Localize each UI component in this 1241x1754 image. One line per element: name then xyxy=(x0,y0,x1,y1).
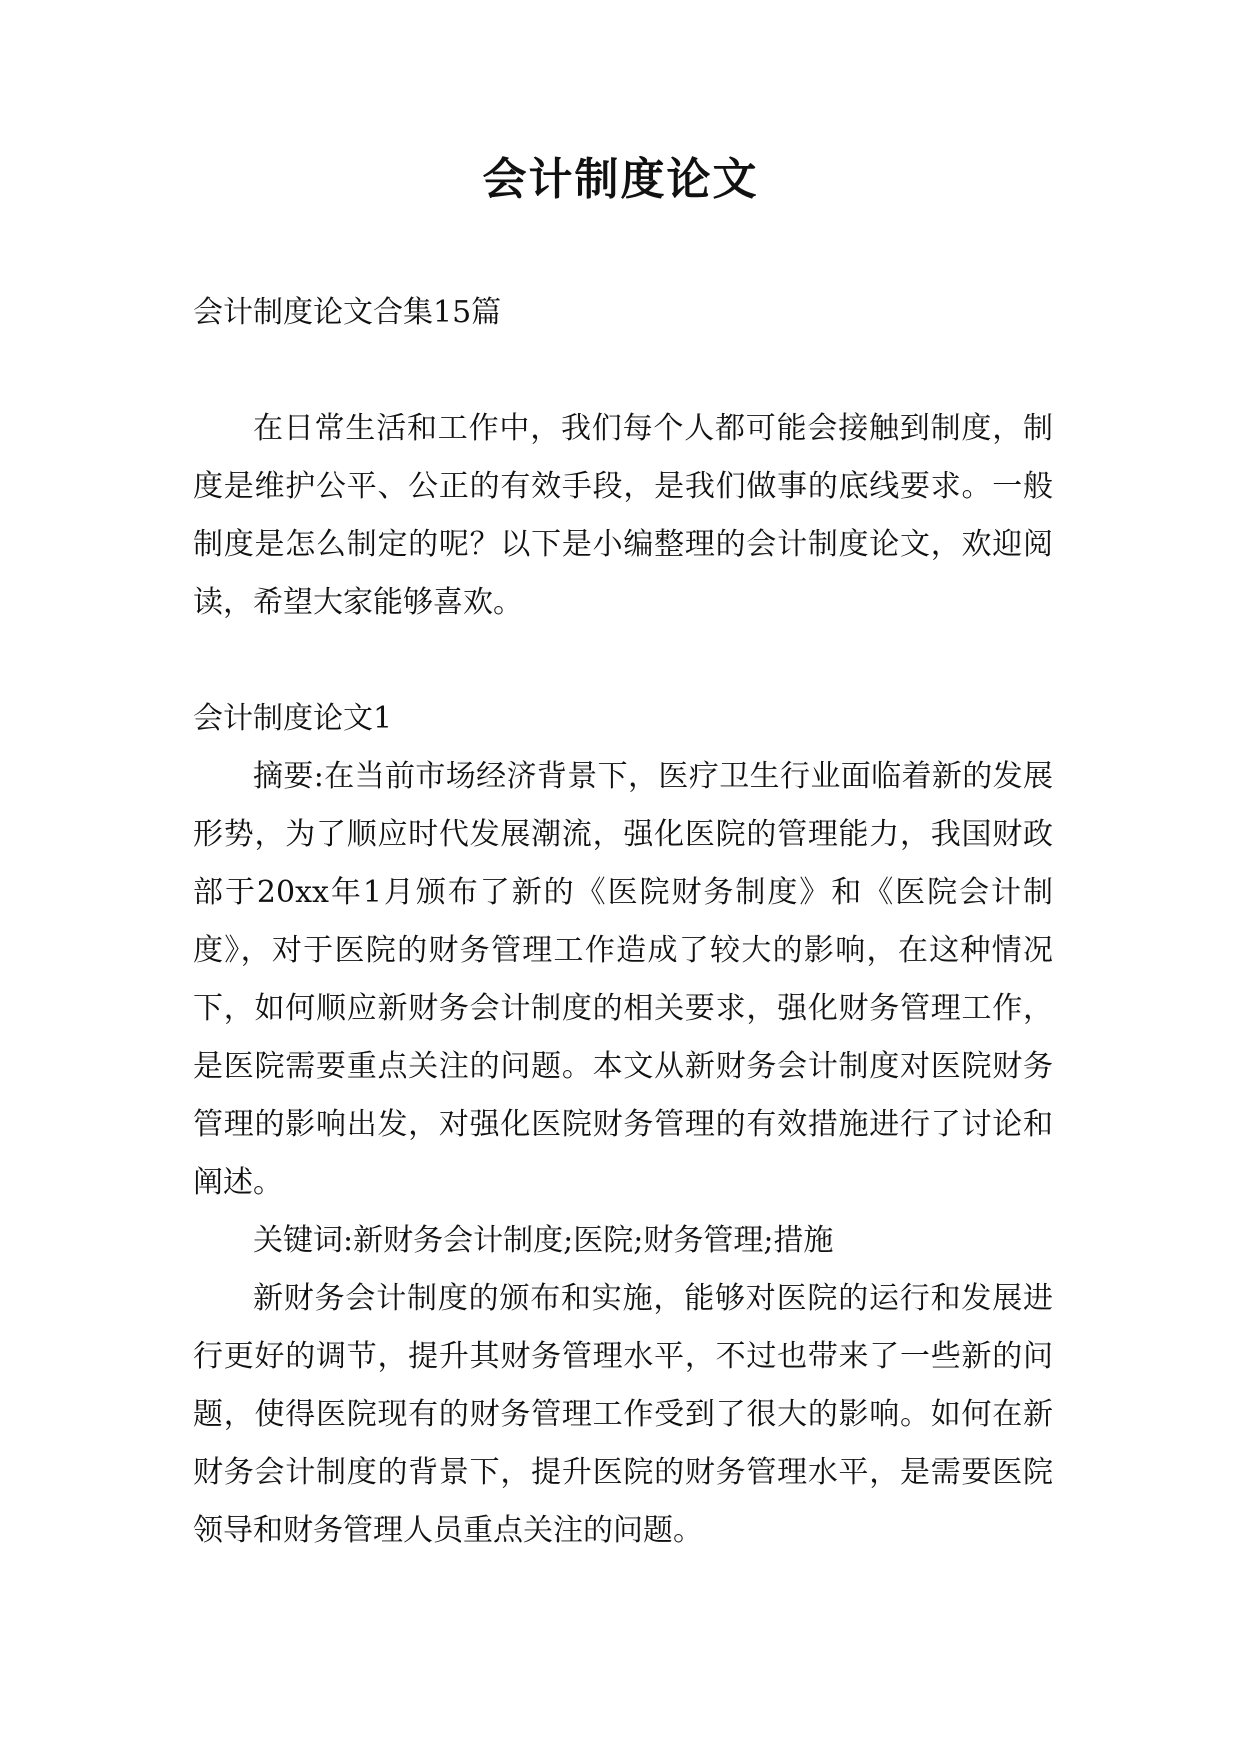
document-body xyxy=(193,284,1053,1560)
section-heading: 会计制度论文1 xyxy=(193,701,393,736)
abstract-paragraph: 摘要:在当前市场经济背景下，医疗卫生行业面临着新的发展形势，为了顺应时代发展潮流，强化医院的管理能力，我国财政部于20xx年1月颁布了新的《医院财务制度》和《医院会计制度》，对于医院的财务管理工作造成了较大的影响，在这种情况下，如何顺应新财务会计制度的相关要求，强化财务管理工作，是医院需要重点关注的问题。本文从新财务会计制度对医院财务管理的影响出发，对强化医院财务管理的有效措施进行了讨论和阐述。 xyxy=(193,759,1053,1200)
intro-paragraph: 在日常生活和工作中，我们每个人都可能会接触到制度，制度是维护公平、公正的有效手段，是我们做事的底线要求。一般制度是怎么制定的呢？以下是小编整理的会计制度论文，欢迎阅读，希望大家能够喜欢。 xyxy=(193,411,1053,620)
document-subtitle: 会计制度论文合集15篇 xyxy=(193,295,502,330)
keywords-line: 关键词:新财务会计制度;医院;财务管理;措施 xyxy=(253,1223,834,1258)
body-paragraph: 新财务会计制度的颁布和实施，能够对医院的运行和发展进行更好的调节，提升其财务管理水平，不过也带来了一些新的问题，使得医院现有的财务管理工作受到了很大的影响。如何在新财务会计制度的背景下，提升医院的财务管理水平，是需要医院领导和财务管理人员重点关注的问题。 xyxy=(193,1281,1053,1548)
document-title: 会计制度论文 xyxy=(482,154,759,205)
